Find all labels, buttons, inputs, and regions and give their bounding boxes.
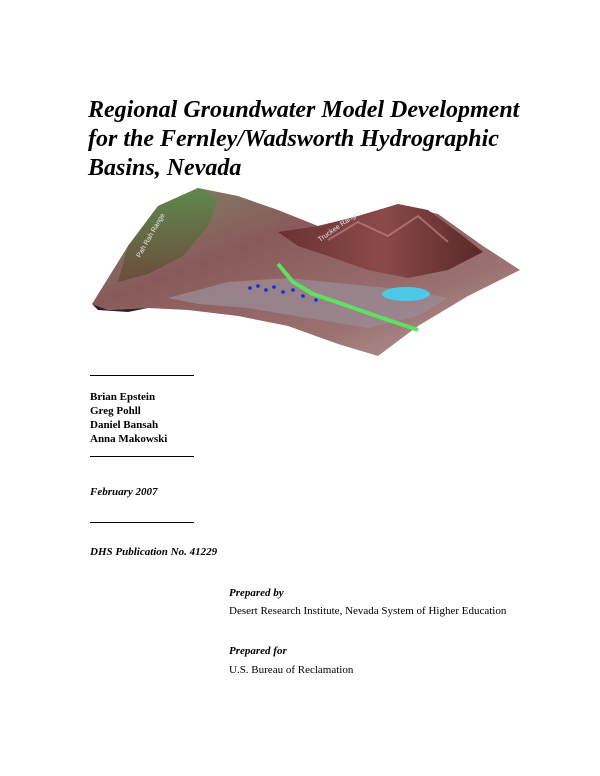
title-line-3: Basins, Nevada (88, 155, 242, 181)
author-name: Daniel Bansah (90, 419, 159, 431)
prepared-by-label: Prepared by (229, 587, 284, 599)
author-list (90, 390, 167, 446)
author-name: Greg Pohll (90, 405, 141, 417)
document-title (88, 96, 558, 183)
author-name: Brian Epstein (90, 391, 156, 403)
publication-number: DHS Publication No. 41229 (90, 546, 218, 558)
title-line-2: for the Fernley/Wadsworth Hydrographic (88, 126, 499, 152)
publication-date: February 2007 (90, 486, 158, 498)
author-name: Anna Makowski (90, 433, 168, 445)
prepared-for-value: U.S. Bureau of Reclamation (229, 664, 354, 676)
title-line-1: Regional Groundwater Model Development (88, 97, 520, 123)
divider-rule-2 (90, 456, 194, 457)
range-label-truckee: Truckee Range (317, 210, 361, 244)
prepared-by-value: Desert Research Institute, Nevada System of Higher Education (229, 605, 507, 617)
range-label-pah-rah: Pah Rah Range (135, 212, 167, 259)
lake (382, 287, 430, 301)
divider-rule-1 (90, 375, 194, 376)
terrain-3d-image (88, 186, 528, 360)
prepared-for-label: Prepared for (229, 645, 287, 657)
divider-rule-3 (90, 522, 194, 523)
